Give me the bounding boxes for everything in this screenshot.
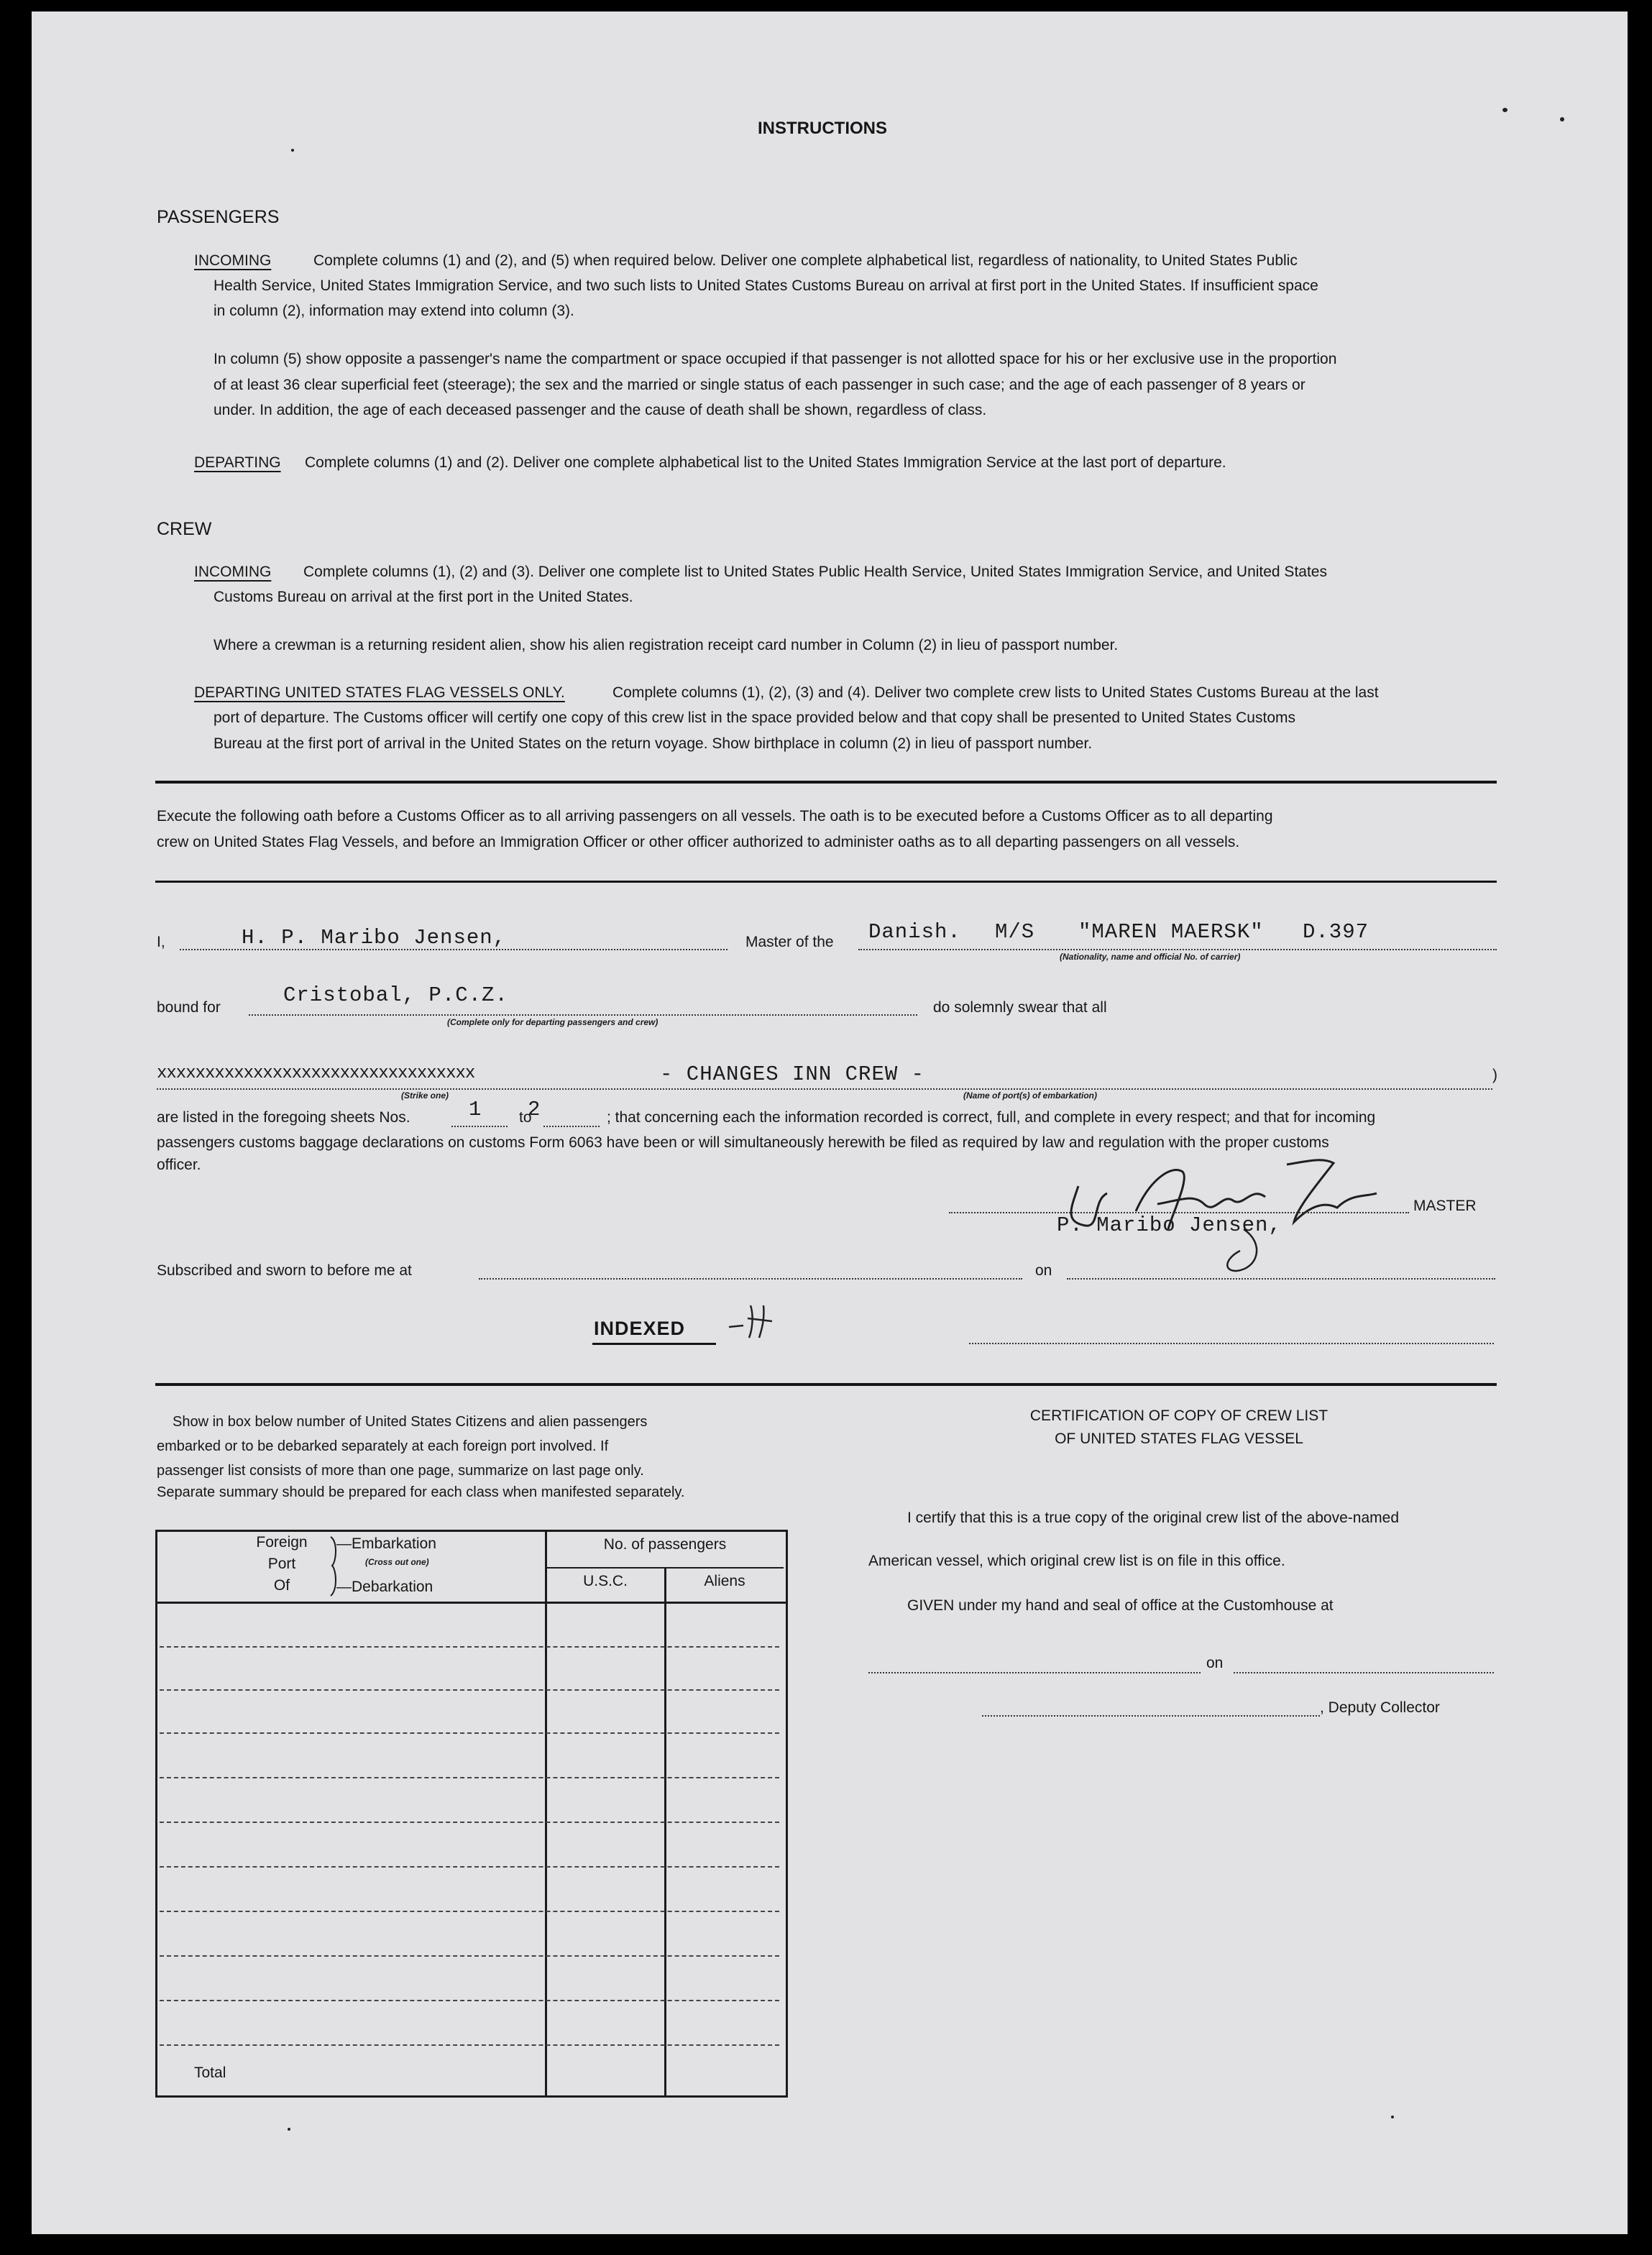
oath-i-label: I, <box>157 934 165 950</box>
officer-signature-field[interactable] <box>969 1343 1494 1344</box>
certification-text: GIVEN under my hand and seal of office at the Customhouse at <box>907 1597 1334 1614</box>
customhouse-field[interactable] <box>868 1672 1201 1673</box>
master-typed-name: P. Maribo Jensen, <box>1057 1213 1282 1237</box>
sworn-place-field[interactable] <box>479 1278 1022 1280</box>
embarkation-option[interactable]: —Embarkation <box>336 1535 436 1552</box>
carrier-field[interactable] <box>858 949 1497 950</box>
crew-incoming-text: Customs Bureau on arrival at the first port in the United States. <box>214 589 633 605</box>
to-label: to <box>519 1109 532 1126</box>
passengers-col5-text: of at least 36 clear superficial feet (steerage); the sex and the married or single status of each passenger in such case; and the age of each passenger of 8 years or <box>214 377 1305 393</box>
foreign-header: Foreign <box>256 1534 308 1551</box>
master-name-value: H. P. Maribo Jensen, <box>242 926 507 950</box>
indexed-stamp: INDEXED <box>594 1318 686 1339</box>
table-row[interactable] <box>160 1732 779 1734</box>
certification-text: American vessel, which original crew list is on file in this office. <box>868 1553 1285 1569</box>
table-row[interactable] <box>160 1822 779 1823</box>
passengers-incoming-label: INCOMING <box>194 252 272 269</box>
struck-out-text: xxxxxxxxxxxxxxxxxxxxxxxxxxxxxxxxx <box>157 1064 475 1083</box>
passengers-departing-text: Complete columns (1) and (2). Deliver one complete alphabetical list to the United States Immigration Service at the last port of departure. <box>305 454 1226 471</box>
passengers-incoming-text: Complete columns (1) and (2), and (5) when required below. Deliver one complete alphabetical list, regardless of nationality, to United States Public <box>313 252 1298 269</box>
bound-for-field[interactable] <box>249 1014 917 1016</box>
crew-incoming-label: INCOMING <box>194 564 272 580</box>
crew-returning-text: Where a crewman is a returning resident alien, show his alien registration receipt card number in Column (2) in lieu of passport number. <box>214 637 1119 653</box>
total-label: Total <box>194 2065 226 2081</box>
table-row[interactable] <box>160 1646 779 1648</box>
ports-field[interactable] <box>157 1088 1492 1090</box>
changes-value: - CHANGES INN CREW - <box>660 1062 925 1086</box>
crew-departing-text: port of departure. The Customs officer will certify one copy of this crew list in the space provided below and that copy shall be presented to United States Customs <box>214 709 1295 726</box>
certification-date-field[interactable] <box>1234 1672 1494 1673</box>
crew-departing-text: Complete columns (1), (2), (3) and (4). Deliver two complete crew lists to United States Customs Bureau at the last <box>612 684 1379 701</box>
sworn-on-label: on <box>1035 1262 1052 1279</box>
section-divider <box>155 881 1497 883</box>
passengers-departing-label: DEPARTING <box>194 454 281 471</box>
page-title: INSTRUCTIONS <box>758 119 887 138</box>
section-divider <box>155 1383 1497 1386</box>
table-row[interactable] <box>160 2044 779 2046</box>
master-label: MASTER <box>1413 1198 1477 1214</box>
master-of-label: Master of the <box>745 934 834 950</box>
oath-intro-text: crew on United States Flag Vessels, and before an Immigration Officer or other officer authorized to administer oaths as to all departing passengers on all vessels. <box>157 834 1240 850</box>
port-header: Port <box>267 1556 296 1572</box>
crew-heading: CREW <box>157 519 212 539</box>
strike-caption: (Strike one) <box>401 1090 449 1101</box>
of-header: Of <box>273 1577 290 1594</box>
official-no-value: D.397 <box>1303 920 1369 944</box>
passengers-heading: PASSENGERS <box>157 207 280 227</box>
listed-rest: ; that concerning each the information recorded is correct, full, and complete in every respect; and that for incoming <box>607 1109 1376 1126</box>
sheet-to-field[interactable] <box>543 1126 600 1127</box>
passengers-incoming-text: in column (2), information may extend into column (3). <box>214 303 574 319</box>
sheet-from-field[interactable] <box>451 1126 508 1127</box>
master-signature <box>1050 1143 1423 1280</box>
table-row[interactable] <box>160 1689 779 1691</box>
passenger-summary-box <box>155 1530 788 2098</box>
close-paren: ) <box>1492 1067 1497 1083</box>
handwritten-mark <box>722 1298 794 1341</box>
usc-header: U.S.C. <box>583 1573 628 1589</box>
deputy-collector-label: , Deputy Collector <box>1320 1699 1440 1716</box>
baggage-text: passengers customs baggage declarations on customs Form 6063 have been or will simultaneously herewith be filed as required by law and regulation with the proper customs <box>157 1134 1329 1151</box>
section-divider <box>155 781 1497 784</box>
swear-label: do solemnly swear that all <box>933 999 1107 1016</box>
passengers-col5-text: under. In addition, the age of each deceased passenger and the cause of death shall be shown, regardless of class. <box>214 402 987 418</box>
cross-out-caption: (Cross out one) <box>365 1557 429 1567</box>
sheet-from-value: 1 <box>469 1098 482 1121</box>
passengers-incoming-text: Health Service, United States Immigration Service, and two such lists to United States Customs Bureau on arrival at first port in the United States. If insufficient space <box>214 277 1318 294</box>
table-row[interactable] <box>160 2000 779 2001</box>
certification-title: OF UNITED STATES FLAG VESSEL <box>1055 1430 1303 1447</box>
subscribed-label: Subscribed and sworn to before me at <box>157 1262 412 1279</box>
crew-departing-label: DEPARTING UNITED STATES FLAG VESSELS ONLY. <box>194 684 565 701</box>
indexed-underline <box>592 1343 716 1345</box>
bound-for-label: bound for <box>157 999 221 1016</box>
port-caption: (Name of port(s) of embarkation) <box>963 1090 1098 1101</box>
sheet-to-value: 2 <box>528 1098 541 1121</box>
certification-text: I certify that this is a true copy of the original crew list of the above-named <box>907 1510 1399 1526</box>
debarkation-option[interactable]: —Debarkation <box>336 1579 433 1595</box>
passengers-col5-text: In column (5) show opposite a passenger's name the compartment or space occupied if that passenger is not allotted space for his or her exclusive use in the proportion <box>214 351 1337 367</box>
table-row[interactable] <box>160 1955 779 1957</box>
crew-departing-text: Bureau at the first port of arrival in the United States on the return voyage. Show birthplace in column (2) in lieu of passport number. <box>214 735 1093 752</box>
certification-title: CERTIFICATION OF COPY OF CREW LIST <box>1029 1407 1329 1424</box>
table-row[interactable] <box>160 1911 779 1912</box>
officer-word: officer. <box>157 1157 201 1173</box>
table-row[interactable] <box>160 1866 779 1868</box>
certification-on-label: on <box>1206 1655 1224 1671</box>
nationality-value: Danish. <box>868 920 961 944</box>
table-row[interactable] <box>160 1777 779 1778</box>
summary-instructions: Separate summary should be prepared for each class when manifested separately. <box>157 1484 685 1500</box>
carrier-caption: (Nationality, name and official No. of carrier) <box>1060 952 1241 962</box>
oath-intro-text: Execute the following oath before a Customs Officer as to all arriving passengers on all vessels. The oath is to be executed before a Customs Officer as to all departing <box>157 808 1273 825</box>
listed-label: are listed in the foregoing sheets Nos. <box>157 1109 410 1126</box>
vessel-type-value: M/S <box>995 920 1035 944</box>
no-passengers-header: No. of passengers <box>603 1536 727 1553</box>
bound-for-value: Cristobal, P.C.Z. <box>283 983 508 1007</box>
bound-caption: (Complete only for departing passengers and crew) <box>447 1017 658 1027</box>
sworn-date-field[interactable] <box>1067 1278 1495 1280</box>
summary-instructions: Show in box below number of United States Citizens and alien passengers <box>173 1414 648 1430</box>
deputy-collector-signature[interactable] <box>982 1715 1320 1717</box>
summary-instructions: embarked or to be debarked separately at each foreign port involved. If <box>157 1438 609 1454</box>
summary-instructions: passenger list consists of more than one page, summarize on last page only. <box>157 1463 644 1479</box>
aliens-header: Aliens <box>704 1573 745 1589</box>
crew-incoming-text: Complete columns (1), (2) and (3). Deliver one complete list to United States Public Health Service, United States Immigration Service, and United States <box>303 564 1327 580</box>
vessel-name-value: "MAREN MAERSK" <box>1078 920 1264 944</box>
